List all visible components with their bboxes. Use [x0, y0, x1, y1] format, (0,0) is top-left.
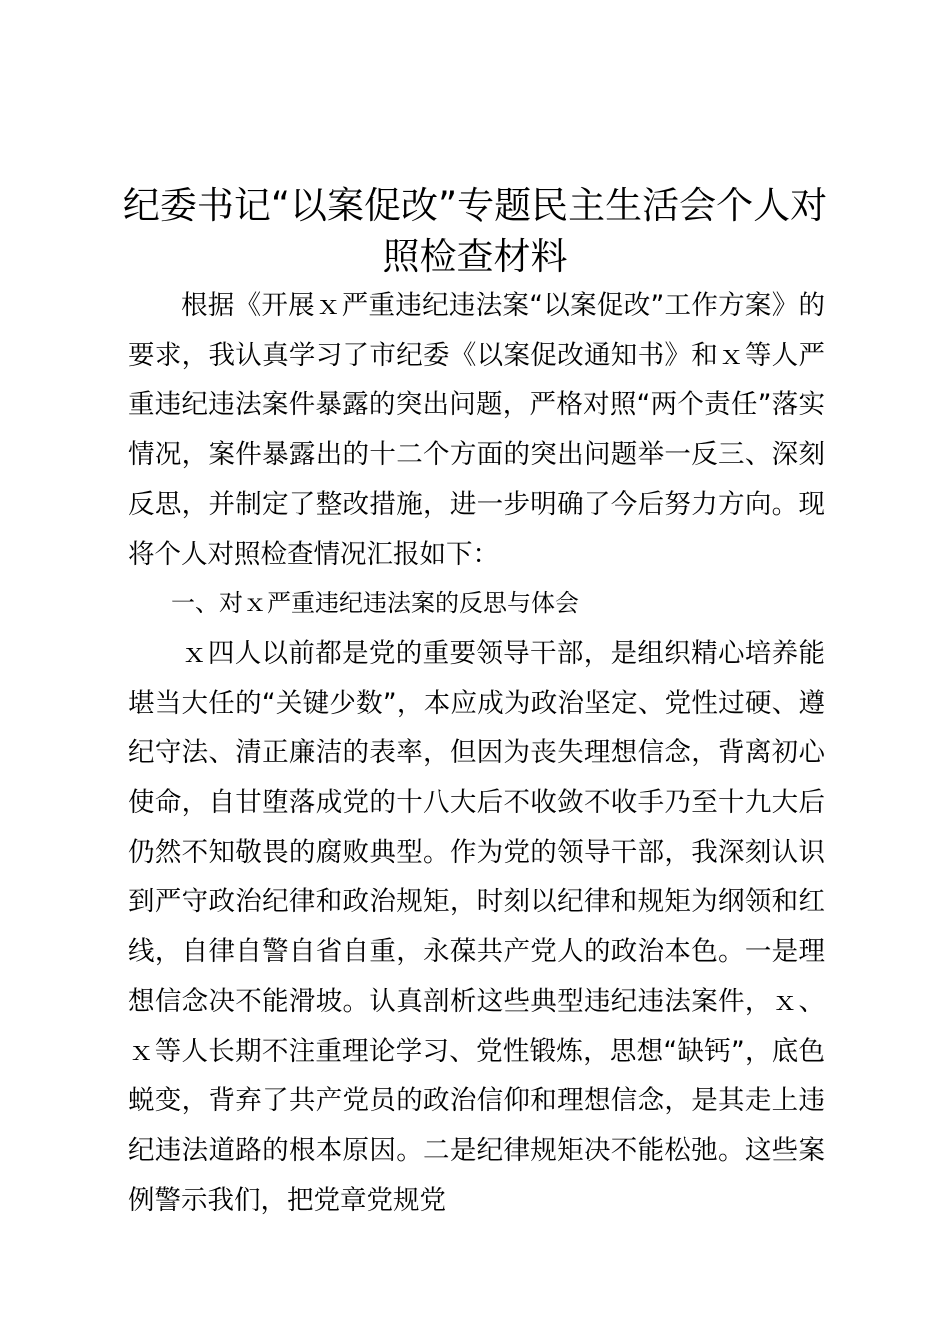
document-title: 纪委书记“以案促改”专题民主生活会个人对照检查材料 — [122, 184, 828, 278]
document-body — [128, 281, 825, 1225]
section-heading-1: 一、对ｘ严重违纪违法案的反思与体会 — [171, 589, 579, 618]
paragraph-reflection: ｘ四人以前都是党的重要领导干部，是组织精心培养能堪当大任的“关键少数”，本应成为政治坚定、党性过硬、遵纪守法、清正廉洁的表率，但因为丧失理想信念，背离初心使命，自甘堕落成党的十八大后不收敛不收手乃至十九大后仍然不知敬畏的腐败典型。作为党的领导干部，我深刻认识到严守政治纪律和政治规矩，时刻以纪律和规矩为纲领和红线，自律自警自省自重，永葆共产党人的政治本色。一是理想信念决不能滑坡。认真剖析这些典型违纪违法案件，ｘ、ｘ等人长期不注重理论学习、党性锻炼，思想“缺钙”，底色蜕变，背弃了共产党员的政治信仰和理想信念，是其走上违纪违法道路的根本原因。二是纪律规矩决不能松弛。这些案例警示我们，把党章党规党 — [128, 637, 825, 1216]
paragraph-intro: 根据《开展ｘ严重违纪违法案“以案促改”工作方案》的要求，我认真学习了市纪委《以案促改通知书》和ｘ等人严重违纪违法案件暴露的突出问题，严格对照“两个责任”落实情况，案件暴露出的十二个方面的突出问题举一反三、深刻反思，并制定了整改措施，进一步明确了今后努力方向。现将个人对照检查情况汇报如下： — [128, 290, 825, 570]
